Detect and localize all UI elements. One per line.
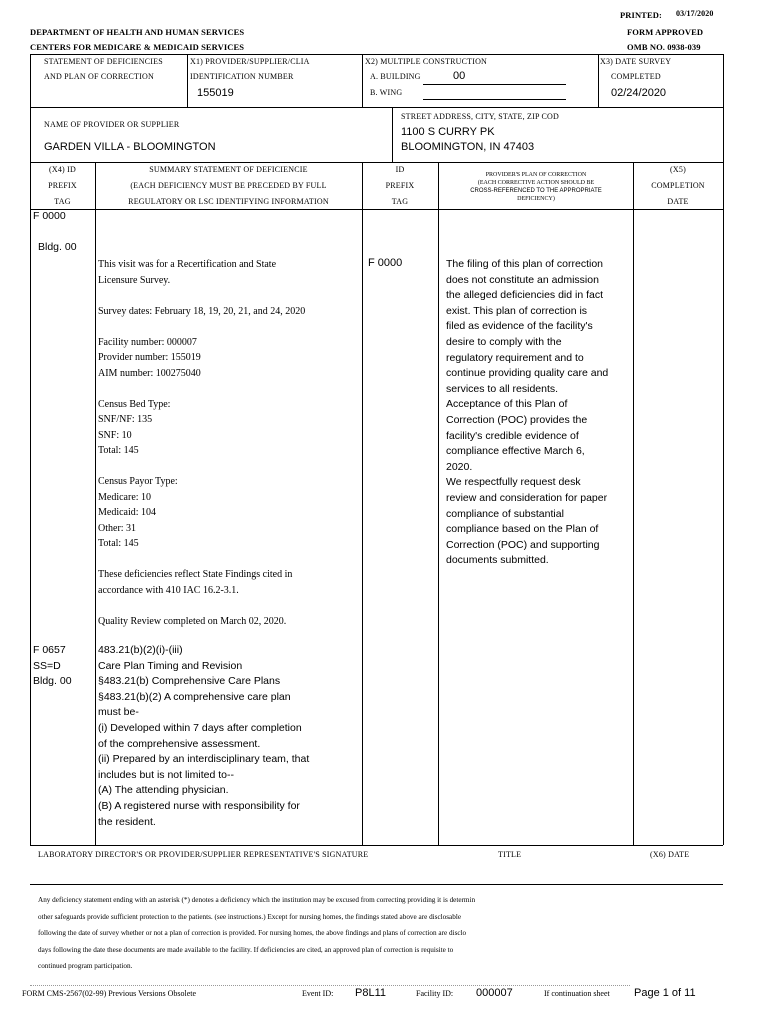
provider-id-label-line1: X1) PROVIDER/SUPPLIER/CLIA <box>190 57 310 66</box>
statement-label-line2: AND PLAN OF CORRECTION <box>44 72 154 81</box>
date-survey-value: 02/24/2020 <box>611 87 667 99</box>
table-col-divider-3 <box>438 162 439 845</box>
summary-header-line2: (EACH DEFICIENCY MUST BE PRECEDED BY FULL <box>130 181 327 190</box>
plan-header-line2: (EACH CORRECTIVE ACTION SHOULD BE <box>477 180 595 186</box>
facility-id-label: Facility ID: <box>416 989 454 998</box>
multiple-construction-label: X2) MULTIPLE CONSTRUCTION <box>365 57 488 66</box>
provider-name-value: GARDEN VILLA - BLOOMINGTON <box>44 141 216 153</box>
building-label: A. BUILDING <box>370 72 421 81</box>
statement-label-line1: STATEMENT OF DEFICIENCIES <box>44 57 163 66</box>
date-survey-label-line2: COMPLETED <box>611 72 661 81</box>
disclaimer-line3: following the date of survey whether or not a plan of correction is provided. For nursing homes, the above findings and plans of correction are disclo <box>38 929 467 937</box>
plan-header-line1: PROVIDER'S PLAN OF CORRECTION <box>485 172 587 178</box>
wing-underline <box>423 99 566 100</box>
provider-name-label: NAME OF PROVIDER OR SUPPLIER <box>44 120 180 129</box>
wing-label: B. WING <box>370 88 403 97</box>
disclaimer-line4: days following the date these documents are made available to the facility. If deficiencies are cited, an approved plan of correction is requisite to <box>38 945 454 954</box>
building-tag-1: Bldg. 00 <box>38 241 77 253</box>
regulation-text: 483.21(b)(2)(i)-(iii) Care Plan Timing and Revision §483.21(b) Comprehensive Care Plans §483.21(b)(2) A comprehensive care plan must be- (i) Developed within 7 days after completion of the comprehensive assessment. (ii) Prepared by an interdisciplinary team, that includes but is not limited to-- (A) The attending physician. (B) A registered nurse with responsibility for the resident. <box>98 644 310 828</box>
x5-header-line3: DATE <box>667 197 689 206</box>
facility-id-value: 000007 <box>476 987 513 999</box>
provider-id-label-line2: IDENTIFICATION NUMBER <box>190 72 294 81</box>
street-address-line2: BLOOMINGTON, IN 47403 <box>401 141 535 153</box>
info-col-divider-4 <box>392 107 393 162</box>
id-header-line1: ID <box>395 165 405 174</box>
summary-header-line1: SUMMARY STATEMENT OF DEFICIENCIE <box>149 165 308 174</box>
signature-label: LABORATORY DIRECTOR'S OR PROVIDER/SUPPLIER REPRESENTATIVE'S SIGNATURE <box>38 850 369 859</box>
x4-header-line1: (X4) ID <box>49 165 76 174</box>
deficiency-tag-f0000: F 0000 <box>33 210 66 222</box>
info-row-divider <box>30 107 723 108</box>
disclaimer-line5: continued program participation. <box>38 962 133 970</box>
table-col-divider-4 <box>633 162 634 845</box>
disclaimer-block <box>38 892 728 975</box>
column-header-bottom <box>30 209 723 210</box>
printed-label: PRINTED: <box>620 10 662 20</box>
signature-date-label: (X6) DATE <box>650 850 690 859</box>
footer-separator <box>30 985 630 986</box>
disclaimer-line2: other safeguards provide sufficient protection to the patients. (see instructions.) Except for nursing homes, the findings stated above are disclosable <box>38 912 462 921</box>
signature-row-bottom <box>30 884 723 885</box>
table-col-divider-2 <box>362 162 363 845</box>
table-right-border <box>723 162 724 845</box>
centers-title: CENTERS FOR MEDICARE & MEDICAID SERVICES <box>30 42 245 52</box>
street-address-label: STREET ADDRESS, CITY, STATE, ZIP COD <box>401 112 559 121</box>
title-label: TITLE <box>498 850 522 859</box>
x4-header-line3: TAG <box>54 197 71 206</box>
info-box-top-border <box>30 54 723 55</box>
plan-of-correction-text: The filing of this plan of correction does not constitute an admission the alleged deficiencies did in fact exist. This plan of correction is filed as evidence of the facility's desire to comply with the regulatory requirement and to continue providing quality care and services to all residents. Acceptance of this Plan of Correction (POC) provides the facility's credible evidence of compliance effective March 6, 2020. We respectfully request desk review and consideration for paper compliance of substantial compliance based on the Plan of Correction (POC) and supporting documents submitted. <box>446 258 609 567</box>
provider-id-value: 155019 <box>197 87 234 99</box>
continuation-label: If continuation sheet <box>544 989 610 998</box>
department-title: DEPARTMENT OF HEALTH AND HUMAN SERVICES <box>30 27 245 37</box>
info-col-divider-3 <box>598 54 599 107</box>
event-id-label: Event ID: <box>302 989 334 998</box>
id-header-line3: TAG <box>391 197 409 206</box>
plan-header-line4: DEFICIENCY) <box>517 196 555 202</box>
date-survey-label-line1: X3) DATE SURVEY <box>600 57 672 66</box>
x5-header-line2: COMPLETION <box>651 181 705 190</box>
table-col-divider-1 <box>95 162 96 845</box>
summary-statement-text: This visit was for a Recertification and State Licensure Survey. Survey dates: February 18, 19, 20, 21, and 24, 2020 Facility number: 000007 Provider number: 155019 AIM number: 100275040 Census Bed Type: SNF/NF: 135 SNF: 10 Total: 145 Census Payor Type: Medicare: 10 Medicaid: 104 Other: 31 Total: 145 These deficiencies reflect State Findings cited in accordance with 410 IAC 16.2-3.1. Quality Review completed on March 02, 2020. <box>98 259 306 627</box>
plan-prefix-f0000: F 0000 <box>368 257 403 269</box>
summary-header-line3: REGULATORY OR LSC IDENTIFYING INFORMATION <box>128 197 329 206</box>
deficiency-tag-f0657: F 0657 SS=D Bldg. 00 <box>33 644 72 688</box>
building-underline <box>423 84 566 85</box>
info-box-bottom-border <box>30 162 723 163</box>
x4-header-line2: PREFIX <box>48 181 77 190</box>
info-col-divider-1 <box>187 54 188 107</box>
omb-number: OMB NO. 0938-039 <box>627 42 701 52</box>
table-left-border <box>30 162 31 845</box>
info-col-divider-2 <box>362 54 363 107</box>
page-number: Page 1 of 11 <box>634 987 696 999</box>
printed-date: 03/17/2020 <box>676 9 714 18</box>
street-address-line1: 1100 S CURRY PK <box>401 126 495 138</box>
plan-header-line3: CROSS-REFERENCED TO THE APPROPRIATE <box>470 188 602 194</box>
event-id-value: P8L11 <box>355 987 386 999</box>
table-bottom-border <box>30 845 723 846</box>
form-approved: FORM APPROVED <box>627 27 704 37</box>
disclaimer-line1: Any deficiency statement ending with an asterisk (*) denotes a deficiency which the institution may be excused from correcting providing it is determin <box>38 896 476 904</box>
info-box-left-border <box>30 54 31 162</box>
building-value: 00 <box>453 70 466 82</box>
x5-header-line1: (X5) <box>670 165 686 174</box>
info-box-right-border <box>723 54 724 162</box>
id-header-line2: PREFIX <box>385 181 415 190</box>
form-number: FORM CMS-2567(02-99) Previous Versions Obsolete <box>22 989 197 998</box>
